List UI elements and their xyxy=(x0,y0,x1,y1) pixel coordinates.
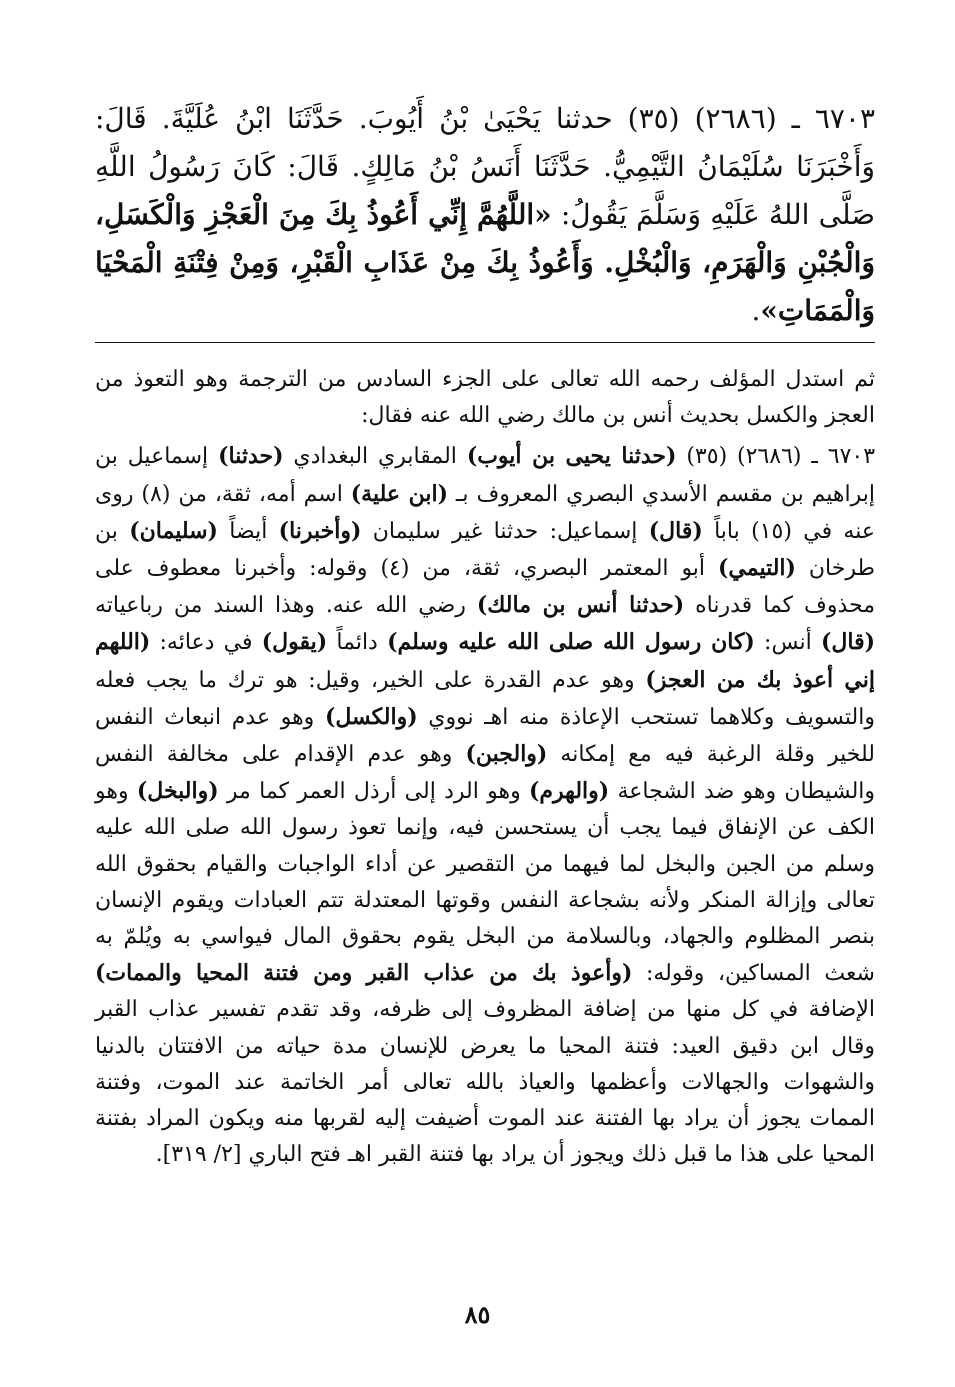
text-segment: أنس: xyxy=(754,630,821,656)
text-segment: اسم أمه، ثقة، من (٨) روى عنه في (١٥) باباً xyxy=(95,481,875,544)
text-segment: وهو عدم انبعاث النفس للخير وقلة الرغبة فيه مع إمكانه xyxy=(95,704,875,768)
bold-text-segment: (والكسل) xyxy=(324,703,418,730)
bold-text-segment: (حدثنا أنس بن مالك) xyxy=(476,592,685,619)
bold-text-segment: (والبخل) xyxy=(136,778,219,805)
bold-text-segment: (قال) xyxy=(820,629,875,656)
bold-text-segment: «اللَّهُمَّ إِنِّي أَعُوذُ بِكَ مِنَ الْعَجْزِ وَالْكَسَلِ، وَالْجُبْنِ وَالْهَرَمِ، وَالْبُخْلِ. وَأَعُوذُ بِكَ مِنْ عَذَابِ الْقَبْرِ، وَمِنْ فِتْنَةِ الْمَحْيَا وَالْمَمَاتِ» xyxy=(95,198,875,327)
text-segment: المقابري البغدادي xyxy=(283,444,467,470)
bold-text-segment: (كان رسول الله صلى الله عليه وسلم) xyxy=(387,629,755,656)
text-segment: ٦٧٠٣ ـ (٢٦٨٦) (٣٥) حدثنا يَحْيَىٰ بْنُ أَيُوبَ. حَدَّثَنَا ابْنُ عُلَيَّةَ. قَالَ: وَأَخْبَرَنَا سُلَيْمَانُ التَّيْمِيُّ. حَدَّثَنَا أَنَسُ بْنُ مَالِكٍ. قَالَ: كَانَ رَسُولُ اللَّهِ صَلَّى اللهُ عَلَيْهِ وَسَلَّمَ يَقُولُ: xyxy=(95,102,876,231)
bold-text-segment: (اللهم إني أعوذ بك من العجز) xyxy=(95,629,875,693)
text-segment: أيضاً xyxy=(217,518,279,544)
text-segment: وهو الرد إلى أرذل العمر كما مر xyxy=(218,779,530,805)
commentary-intro: ثم استدل المؤلف رحمه الله تعالى على الجزء السادس من الترجمة وهو التعوذ من العجز والكسل بحديث أنس بن مالك رضي الله عنه فقال: xyxy=(95,367,875,429)
hadith-text xyxy=(95,95,875,335)
text-segment: إسماعيل: حدثنا غير سليمان xyxy=(361,518,649,544)
bold-text-segment: (وأعوذ بك من عذاب القبر ومن فتنة المحيا والممات) xyxy=(95,960,633,987)
bold-text-segment: (سليمان) xyxy=(129,517,218,544)
text-segment: ٦٧٠٣ ـ (٢٦٨٦) (٣٥) xyxy=(676,444,876,470)
text-segment: رضي الله عنه. وهذا السند من رباعياته xyxy=(95,593,477,619)
text-segment: أبو المعتمر البصري، ثقة، من (٤) وقوله: وأخبرنا معطوف على محذوف كما قدرناه xyxy=(95,556,875,619)
bold-text-segment: (يقول) xyxy=(261,629,328,656)
bold-text-segment: (ابن علية) xyxy=(350,480,448,507)
text-segment: بن طرخان xyxy=(95,518,875,582)
bold-text-segment: (حدثنا يحيى بن أيوب) xyxy=(466,443,677,470)
page-number: ٨٥ xyxy=(464,1300,491,1329)
bold-text-segment: (والهرم) xyxy=(529,778,610,805)
text-segment: إسماعيل بن إبراهيم بن مقسم الأسدي البصري المعروف بـ xyxy=(95,444,875,507)
text-segment: . xyxy=(751,294,761,327)
bold-text-segment: (حدثنا) xyxy=(218,443,284,470)
bold-text-segment: (التيمي) xyxy=(717,555,796,582)
text-segment: الإضافة في كل منها من إضافة المظروف إلى ظرفه، وقد تقدم تفسير عذاب القبر وقال ابن دقيق العيد: فتنة المحيا ما يعرض للإنسان مدة حياته من الافتتان بالدنيا والشهوات والجهالات وأعظمها والعياذ بالله تعالى أمر الخاتمة عند الموت، وفتنة الممات يجوز أن يراد بها الفتنة عند الموت أضيفت إليه لقربها منه ويكون المراد بفتنة المحيا على هذا ما قبل ذلك ويجوز أن يراد بها فتنة القبر اهـ فتح الباري [٢/ ٣١٩]. xyxy=(95,997,875,1168)
footnote-divider xyxy=(95,342,875,343)
text-segment: دائماً xyxy=(327,630,388,656)
commentary-block xyxy=(95,362,875,1173)
text-segment: في دعائه: xyxy=(150,630,262,656)
text-segment: وهو عدم الإقدام على مخالفة النفس والشيطان وهو ضد الشجاعة xyxy=(95,742,876,805)
commentary-body xyxy=(95,438,875,1173)
text-segment: وهو الكف عن الإنفاق فيما يجب أن يستحسن فيه، وإنما تعوذ رسول الله صلى الله عليه وسلم من الجبن والبخل لما فيهما من التقصير عن أداء الواجبات والقيام بحقوق الله تعالى وإزالة المنكر ولأنه بشجاعة النفس وقوتها المعتدلة تتم العبادات ويقوم الإنسان بنصر المظلوم والجهاد، وبالسلامة من البخل يقوم بحقوق المال فيواسي به ويُلمّ به شعث المساكين، وقوله: xyxy=(95,779,875,987)
bold-text-segment: (قال) xyxy=(648,517,703,544)
text-segment: وهو عدم القدرة على الخير، وقيل: هو ترك ما يجب فعله والتسويف وكلاهما تستحب الإعاذة منه اهـ نووي xyxy=(95,667,875,730)
bold-text-segment: (والجبن) xyxy=(465,741,548,768)
bold-text-segment: (وأخبرنا) xyxy=(278,517,362,544)
